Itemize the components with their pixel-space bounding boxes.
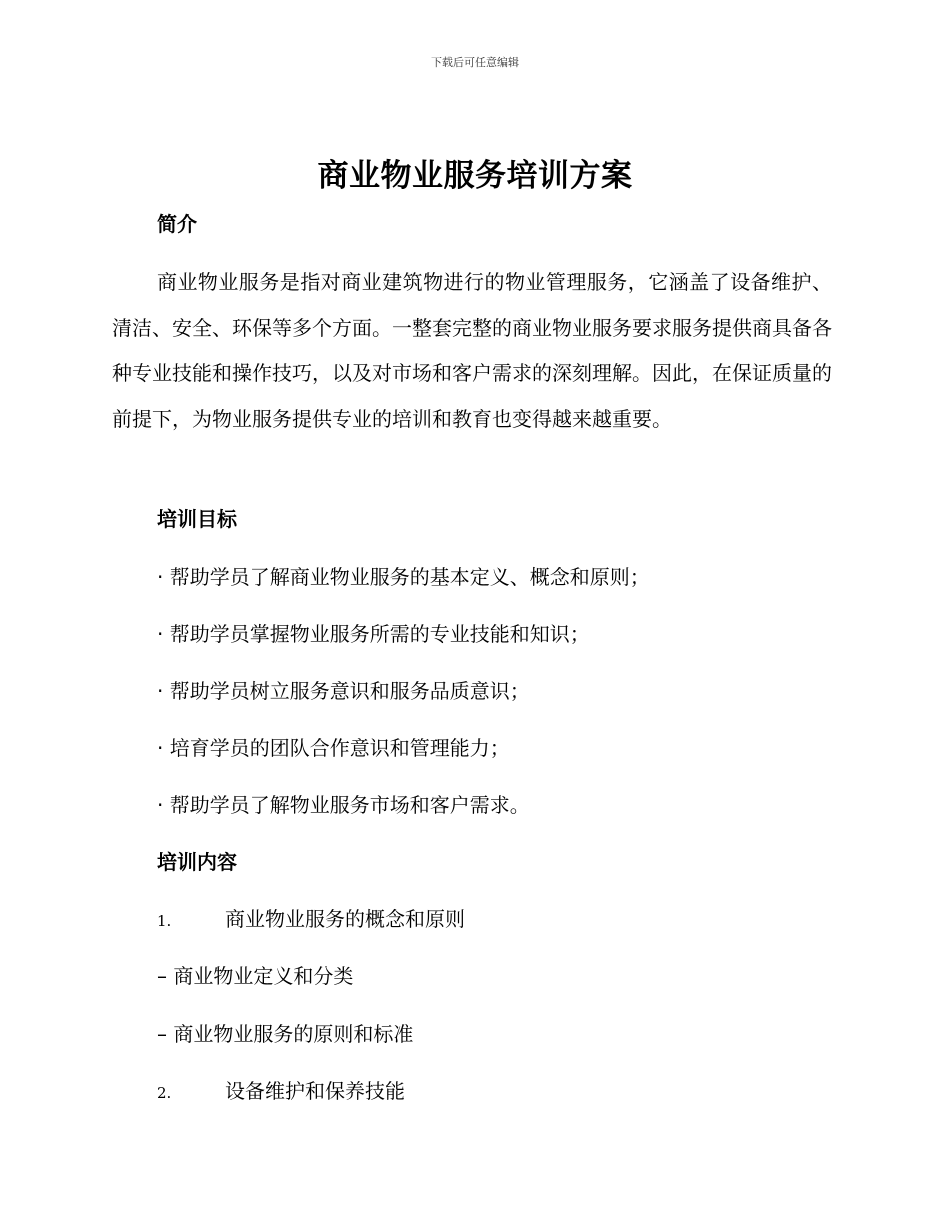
goal-list-item: · 培育学员的团队合作意识和管理能力； xyxy=(157,736,510,760)
section-heading-intro: 简介 xyxy=(157,212,197,236)
goal-list-item: · 帮助学员了解物业服务市场和客户需求。 xyxy=(157,793,530,817)
goal-list-item: · 帮助学员掌握物业服务所需的专业技能和知识； xyxy=(157,622,590,646)
content-numbered-item xyxy=(157,1075,405,1104)
content-sub-item: – 商业物业服务的原则和标准 xyxy=(157,1022,414,1046)
section-heading-content: 培训内容 xyxy=(157,850,237,874)
page-header-note: 下载后可任意编辑 xyxy=(431,56,519,69)
goal-list-item: · 帮助学员树立服务意识和服务品质意识； xyxy=(157,679,530,703)
item-text: 商业物业服务的概念和原则 xyxy=(225,907,465,931)
item-number: 2. xyxy=(157,1084,172,1102)
content-numbered-item xyxy=(157,903,465,932)
intro-paragraph: 商业物业服务是指对商业建筑物进行的物业管理服务，它涵盖了设备维护、清洁、安全、环保等多个方面。一整套完整的商业物业服务要求服务提供商具备各种专业技能和操作技巧，以及对市场和客户需求的深刻理解。因此，在保证质量的前提下，为物业服务提供专业的培训和教育也变得越来越重要。 xyxy=(112,270,832,431)
item-number: 1. xyxy=(157,912,172,930)
document-title: 商业物业服务培训方案 xyxy=(317,158,633,194)
item-text: 设备维护和保养技能 xyxy=(225,1079,405,1103)
content-sub-item: – 商业物业定义和分类 xyxy=(157,964,354,988)
section-heading-goals: 培训目标 xyxy=(157,507,237,531)
goal-list-item: · 帮助学员了解商业物业服务的基本定义、概念和原则； xyxy=(157,565,650,589)
